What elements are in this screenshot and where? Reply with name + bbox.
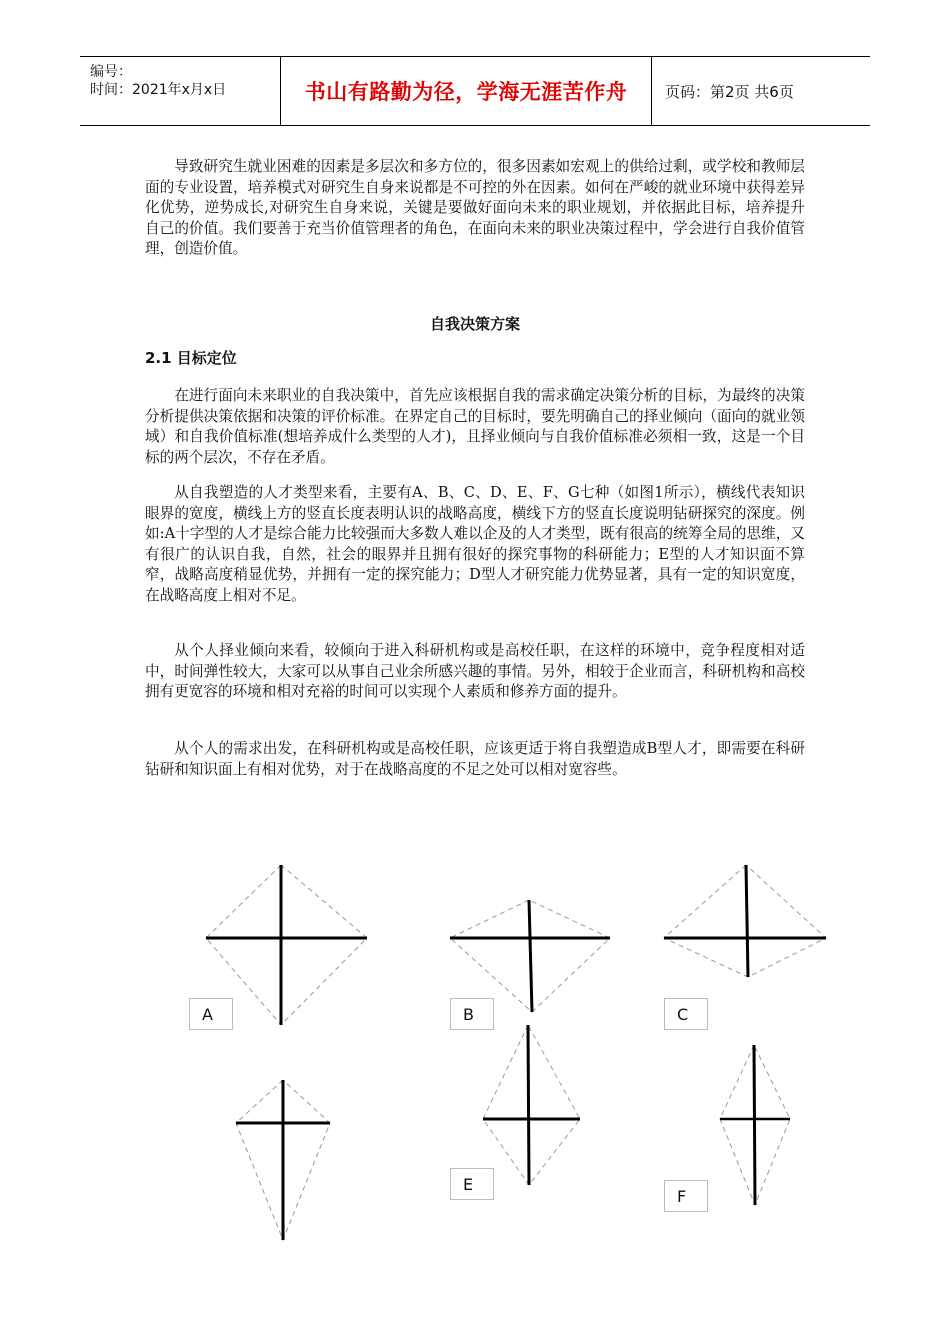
motto: 书山有路勤为径，学海无涯苦作舟 (304, 79, 628, 104)
shape-e (483, 1025, 580, 1185)
label-b: B (450, 998, 494, 1030)
time-label: 时间：2021年x月x日 (90, 82, 227, 98)
shape-b (450, 900, 610, 1012)
shape-d (236, 1080, 330, 1240)
number-label: 编号： (90, 64, 132, 80)
paragraph: 从个人的需求出发，在科研机构或是高校任职，应该更适于将自我塑造成B型人才，即需要在科研钻研和知识面上有相对优势，对于在战略高度的不足之处可以相对宽容些。 (145, 740, 805, 778)
paragraph: 从自我塑造的人才类型来看，主要有A、B、C、D、E、F、G七种（如图1所示），横线代表知识眼界的宽度，横线上方的竖直长度表明认识的战略高度，横线下方的竖直长度说明钻研探究的深度。例如:A十字型的人才是综合能力比较强而大多数人难以企及的人才类型，既有很高的统筹全局的思维，又有很广的认识自我，自然，社会的眼界并且拥有很好的探究事物的科研能力；E型的人才知识面不算窄，战略高度稍显优势，并拥有一定的探究能力；D型人才研究能力优势显著，具有一定的知识宽度，在战略高度上相对不足。 (145, 484, 805, 604)
paragraph: 在进行面向未来职业的自我决策中，首先应该根据自我的需求确定决策分析的目标，为最终的决策分析提供决策依据和决策的评价标准。在界定自己的目标时，要先明确自己的择业倾向（面向的就业领域）和自我价值标准(想培养成什么类型的人才)，且择业倾向与自我价值标准必须相一致，这是一个目标的两个层次，不存在矛盾。 (145, 387, 805, 466)
label-f: F (664, 1180, 708, 1212)
section-title: 自我决策方案 (429, 315, 520, 333)
label-e: E (450, 1168, 494, 1200)
intro-paragraph: 导致研究生就业困难的因素是多层次和多方位的，很多因素如宏观上的供给过剩，或学校和教师层面的专业设置，培养模式对研究生自身来说都是不可控的外在因素。如何在严峻的就业环境中获得差异化优势，逆势成长,对研究生自身来说，关键是要做好面向未来的职业规划，并依据此目标，培养提升自己的价值。我们要善于充当价值管理者的角色，在面向未来的职业决策过程中，学会进行自我价值管理，创造价值。 (145, 158, 805, 258)
label-c: C (664, 998, 708, 1030)
page-info: 页码：第2页 共6页 (665, 82, 794, 101)
label-a: A (189, 998, 233, 1030)
paragraph: 从个人择业倾向来看，较倾向于进入科研机构或是高校任职，在这样的环境中，竞争程度相对适中，时间弹性较大，大家可以从事自己业余所感兴趣的事情。另外，相较于企业而言，科研机构和高校拥有更宽容的环境和相对充裕的时间可以实现个人素质和修养方面的提升。 (145, 642, 805, 701)
shape-c (664, 865, 826, 977)
subsection-title: 2.1 目标定位 (145, 349, 237, 367)
shape-f (720, 1045, 790, 1205)
